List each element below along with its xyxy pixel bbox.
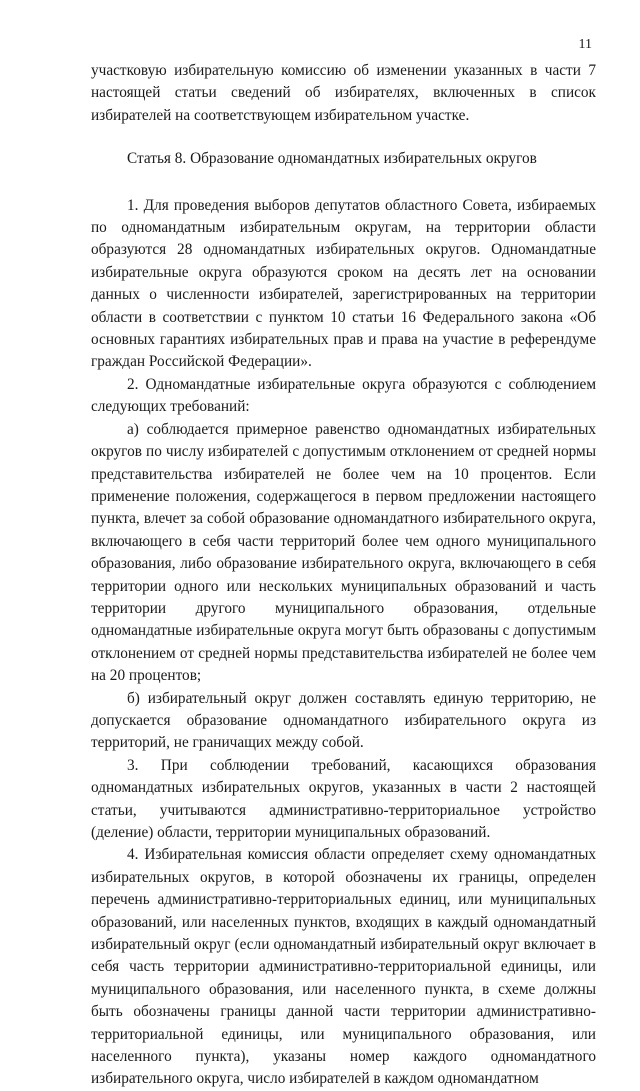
- continuation-paragraph: участковую избирательную комиссию об изменении указанных в части 7 настоящей статьи сведений об избирателях, включенных в список избирателей на соответствующем избирательном участке.: [91, 62, 596, 124]
- page-number: 11: [578, 37, 592, 52]
- paragraph-3: 3. При соблюдении требований, касающихся образования одномандатных избирательных округов, указанных в части 2 настоящей статьи, учитываются административно-территориальное устройство (деление) области, территории муниципальных образований.: [91, 756, 596, 841]
- paragraph-4: 4. Избирательная комиссия области определяет схему одномандатных избирательных округов, в которой обозначены их границы, определен перечень административно-территориальных единиц, или муниципальных образований, или населенных пунктов, входящих в каждый одномандатный избирательный округ (если одномандатный избирательный округ включает в себя часть территории административно-территориальной единицы, или муниципального образования, или населенного пункта, в схеме должны быть обозначены границы данной части территории административно-территориальной единицы, или муниципального образования, или населенного пункта), указаны номер каждого одномандатного избирательного округа, число избирателей в каждом одномандатном: [91, 846, 596, 1088]
- article-heading: Статья 8. Образование одномандатных избирательных округов: [127, 150, 537, 168]
- paragraph-2: 2. Одномандатные избирательные округа образуются с соблюдением следующих требований:: [91, 375, 596, 416]
- paragraph-1: 1. Для проведения выборов депутатов областного Совета, избираемых по одномандатным избирательным округам, на территории области образуются 28 одномандатных избирательных округов. Одномандатные избирательные округа образуются сроком на десять лет на основании данных о численности избирателей, зарегистрированных на территории области в соответствии с пунктом 10 статьи 16 Федерального закона «Об основных гарантиях избирательных прав и права на участие в референдуме граждан Российской Федерации».: [91, 196, 596, 371]
- document-body: [91, 60, 596, 1091]
- paragraph-2a: а) соблюдается примерное равенство одномандатных избирательных округов по числу избирателей с допустимым отклонением от средней нормы представительства избирателей не более чем на 10 процентов. Если применение положения, содержащегося в первом предложении настоящего пункта, влечет за собой образование одномандатного избирательного округа, включающего в себя части территорий более чем одного муниципального образования, либо образование избирательного округа, включающего в себя территории одного или нескольких муниципальных образований и часть территории другого муниципального образования, отдельные одномандатные избирательные округа могут быть образованы с допустимым отклонением от средней нормы представительства избирателей не более чем на 20 процентов;: [91, 420, 596, 685]
- paragraph-2b: б) избирательный округ должен составлять единую территорию, не допускается образование одномандатного избирательного округа из территорий, не граничащих между собой.: [91, 689, 596, 752]
